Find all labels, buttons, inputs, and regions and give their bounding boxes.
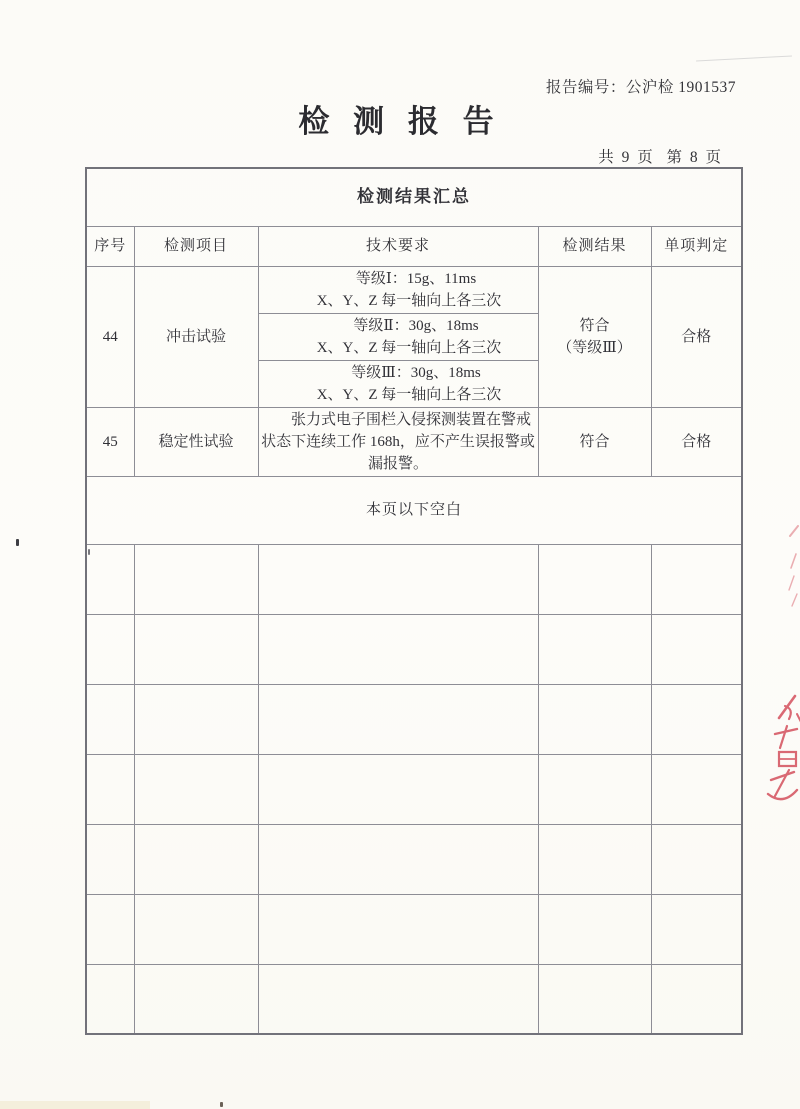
empty-cell: [86, 684, 134, 754]
empty-cell: [134, 544, 258, 614]
cell-result-44: [538, 266, 651, 407]
table-header-row: [86, 226, 742, 266]
cell-result-45: 符合: [538, 407, 651, 476]
cell-verdict-44: 合格: [651, 266, 742, 407]
empty-table-row: [86, 544, 742, 614]
empty-cell: [86, 894, 134, 964]
result-line: （等级Ⅲ）: [557, 339, 632, 356]
empty-cell: [538, 964, 651, 1034]
requirement-line: X、Y、Z 每一轴向上各三次: [316, 339, 502, 356]
table-row: [86, 266, 742, 313]
result-line: 符合: [579, 317, 610, 334]
cell-requirement-level3: [258, 360, 538, 407]
red-ink-mark-faint: [782, 524, 800, 608]
empty-cell: [538, 544, 651, 614]
table-caption-row: [86, 168, 742, 226]
empty-cell: [86, 754, 134, 824]
column-header-verdict: 单项判定: [651, 226, 742, 266]
scan-speck: [88, 549, 90, 555]
requirement-line: X、Y、Z 每一轴向上各三次: [316, 386, 502, 403]
empty-cell: [651, 964, 742, 1034]
empty-cell: [258, 614, 538, 684]
empty-cell: [258, 964, 538, 1034]
empty-cell: [134, 824, 258, 894]
results-table: [85, 167, 743, 1035]
empty-cell: [134, 964, 258, 1034]
empty-cell: [651, 684, 742, 754]
empty-cell: [651, 824, 742, 894]
empty-cell: [86, 964, 134, 1034]
column-header-seq: 序号: [86, 226, 134, 266]
empty-cell: [86, 544, 134, 614]
scan-speck: [220, 1102, 223, 1107]
empty-cell: [258, 754, 538, 824]
cell-requirement-level2: [258, 313, 538, 360]
empty-cell: [651, 754, 742, 824]
blank-note: 本页以下空白: [86, 476, 742, 544]
cell-seq-44: 44: [86, 266, 134, 407]
requirement-line: 等级Ⅱ：30g、18ms: [353, 317, 479, 334]
empty-cell: [651, 614, 742, 684]
empty-cell: [134, 684, 258, 754]
cell-requirement-level1: [258, 266, 538, 313]
empty-table-row: [86, 754, 742, 824]
requirement-line: X、Y、Z 每一轴向上各三次: [316, 292, 502, 309]
table-row: [86, 407, 742, 476]
table-caption: 检测结果汇总: [86, 168, 742, 226]
red-ink-mark-writing: [763, 692, 800, 810]
cell-seq-45: 45: [86, 407, 134, 476]
empty-cell: [538, 684, 651, 754]
cell-verdict-45: 合格: [651, 407, 742, 476]
page-count: 共 9 页 第 8 页: [598, 149, 723, 166]
column-header-item: 检测项目: [134, 226, 258, 266]
column-header-requirement: 技术要求: [258, 226, 538, 266]
empty-cell: [258, 894, 538, 964]
empty-cell: [538, 754, 651, 824]
column-header-result: 检测结果: [538, 226, 651, 266]
blank-note-row: [86, 476, 742, 544]
empty-cell: [258, 544, 538, 614]
empty-cell: [538, 614, 651, 684]
empty-table-row: [86, 894, 742, 964]
scan-corner-line: [696, 55, 792, 61]
empty-cell: [538, 824, 651, 894]
cell-item-stability-test: 稳定性试验: [134, 407, 258, 476]
empty-table-row: [86, 614, 742, 684]
report-number: 报告编号：公沪检 1901537: [545, 79, 736, 96]
empty-cell: [134, 614, 258, 684]
empty-table-row: [86, 964, 742, 1034]
empty-cell: [258, 684, 538, 754]
results-table-body: [86, 168, 742, 1034]
cell-requirement-stability: 张力式电子围栏入侵探测装置在警戒状态下连续工作 168h，应不产生误报警或漏报警。: [258, 407, 538, 476]
page-title: 检 测 报 告: [298, 104, 502, 139]
scan-edge-tint: [0, 1101, 150, 1109]
empty-cell: [651, 894, 742, 964]
requirement-line: 等级Ⅲ：30g、18ms: [351, 364, 481, 381]
scan-speck: [16, 539, 19, 546]
empty-cell: [258, 824, 538, 894]
empty-cell: [651, 544, 742, 614]
cell-item-impact-test: 冲击试验: [134, 266, 258, 407]
empty-cell: [134, 894, 258, 964]
requirement-line: 等级Ⅰ：15g、11ms: [355, 270, 477, 287]
empty-cell: [86, 614, 134, 684]
empty-table-row: [86, 684, 742, 754]
empty-cell: [134, 754, 258, 824]
empty-cell: [538, 894, 651, 964]
empty-table-row: [86, 824, 742, 894]
empty-cell: [86, 824, 134, 894]
